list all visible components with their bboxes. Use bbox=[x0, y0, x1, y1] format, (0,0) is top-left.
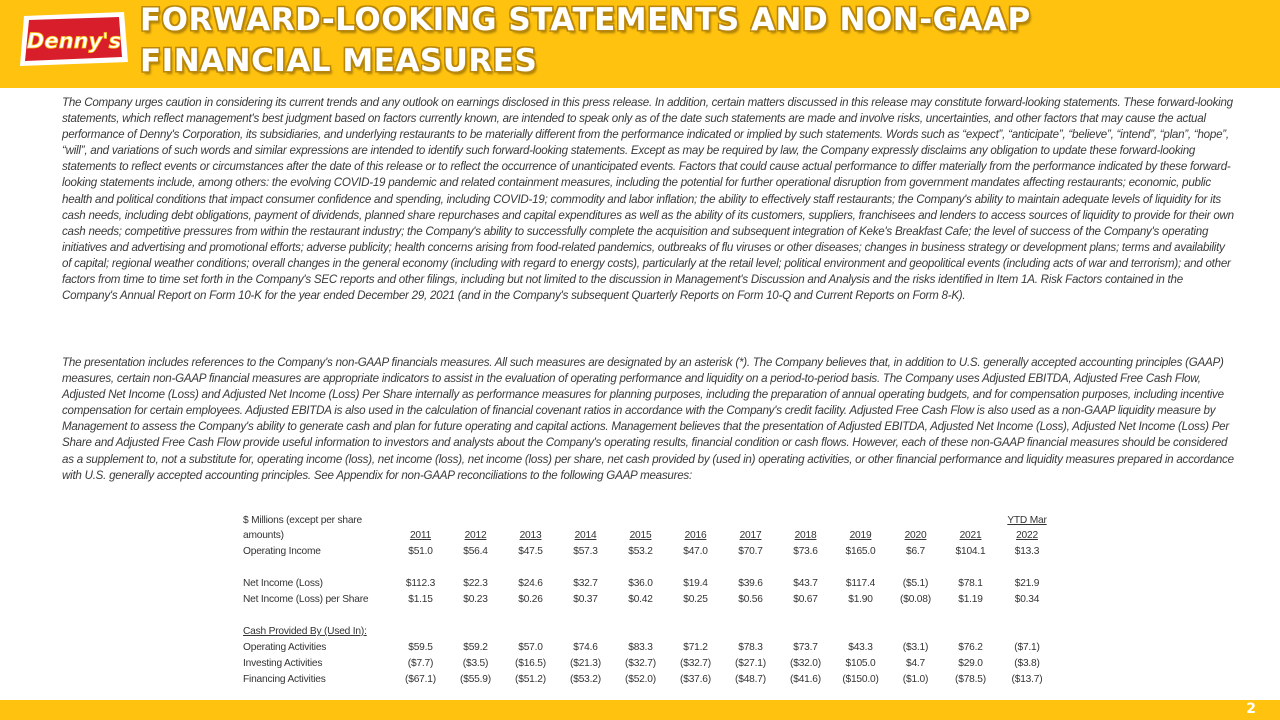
financial-summary-table bbox=[243, 513, 1056, 688]
table-row bbox=[243, 592, 1056, 608]
cell: $21.9 bbox=[1014, 578, 1040, 589]
footer-bar bbox=[0, 700, 1280, 720]
table-row bbox=[243, 672, 1056, 688]
cell: ($32.7) bbox=[680, 658, 711, 669]
spacer-row bbox=[243, 560, 1056, 576]
cell: ($32.7) bbox=[625, 658, 656, 669]
table-row bbox=[243, 544, 1056, 560]
year-header: 2011 bbox=[409, 530, 432, 541]
ytd-year-header: 2022 bbox=[1016, 530, 1038, 541]
cell: $1.15 bbox=[408, 594, 433, 605]
cell: $51.0 bbox=[408, 546, 433, 557]
table-header-row-1 bbox=[243, 513, 1056, 528]
cell: ($52.0) bbox=[625, 674, 656, 685]
cell: $0.34 bbox=[1014, 594, 1040, 605]
cell: ($37.6) bbox=[680, 674, 711, 685]
spacer-row bbox=[243, 608, 1056, 624]
year-header: 2019 bbox=[849, 530, 872, 541]
row-label: Financing Activities bbox=[243, 674, 326, 685]
cell: $104.1 bbox=[955, 546, 986, 557]
row-label: Net Income (Loss) bbox=[243, 578, 323, 589]
cell: $70.7 bbox=[738, 546, 763, 557]
cell: $57.3 bbox=[573, 546, 598, 557]
cell: $29.0 bbox=[958, 658, 983, 669]
cell: ($3.1) bbox=[902, 642, 929, 653]
table-header-row-2 bbox=[243, 528, 1056, 544]
cell: $53.2 bbox=[628, 546, 653, 557]
cell: $6.7 bbox=[905, 546, 926, 557]
cash-section-label: Cash Provided By (Used In): bbox=[243, 626, 367, 637]
cell: $24.6 bbox=[518, 578, 543, 589]
table-row bbox=[243, 656, 1056, 672]
cell: $105.0 bbox=[845, 658, 876, 669]
year-header: 2016 bbox=[684, 530, 707, 541]
cell: $39.6 bbox=[738, 578, 763, 589]
cell: ($41.6) bbox=[790, 674, 821, 685]
cell: ($150.0) bbox=[842, 674, 879, 685]
year-header: 2020 bbox=[904, 530, 927, 541]
cell: $76.2 bbox=[958, 642, 983, 653]
cell: ($1.0) bbox=[902, 674, 929, 685]
cell: $22.3 bbox=[463, 578, 488, 589]
cell: $117.4 bbox=[845, 578, 876, 589]
cell: $1.90 bbox=[848, 594, 873, 605]
dennys-logo bbox=[18, 10, 130, 68]
cell: ($5.1) bbox=[902, 578, 929, 589]
logo-text: Denny's bbox=[26, 29, 122, 53]
cell: $112.3 bbox=[405, 578, 436, 589]
cell: $71.2 bbox=[683, 642, 708, 653]
cell: $56.4 bbox=[463, 546, 488, 557]
cell: $0.37 bbox=[573, 594, 598, 605]
cell: $59.5 bbox=[408, 642, 433, 653]
cell: $74.6 bbox=[573, 642, 598, 653]
cell: ($16.5) bbox=[515, 658, 546, 669]
cell: $73.7 bbox=[793, 642, 818, 653]
slide-title: FORWARD-LOOKING STATEMENTS AND NON-GAAP FINANCIAL MEASURES bbox=[140, 2, 1031, 79]
cell: ($67.1) bbox=[405, 674, 436, 685]
cell: ($3.5) bbox=[462, 658, 489, 669]
year-header: 2014 bbox=[574, 530, 597, 541]
cell: $32.7 bbox=[573, 578, 598, 589]
cell: ($7.7) bbox=[407, 658, 434, 669]
cell: $47.5 bbox=[518, 546, 543, 557]
forward-looking-paragraph: The Company urges caution in considering its current trends and any outlook on earnings disclosed in this press release. In addition, certain matters discussed in this release may constitute forward-looking statements. These forward-looking statements, which reflect management's best judgment based on factors currently known, are intended to speak only as of the date such statements are made and involve risks, uncertainties, and other factors that may cause the actual performance of Denny's Corporation, its subsidiaries, and underlying restaurants to be materially different from the performance indicated or implied by such statements. Words such as “expect”, “anticipate”, “believe”, “intend”, “plan”, “hope”, “will”, and variations of such words and similar expressions are intended to identify such forward-looking statements. Except as may be required by law, the Company expressly disclaims any obligation to update these forward-looking statements to reflect events or circumstances after the date of this release or to reflect the occurrence of unanticipated events. Factors that could cause actual performance to differ materially from the performance indicated by these forward-looking statements include, among others: the evolving COVID-19 pandemic and related containment measures, including the potential for further operational disruption from government mandates affecting restaurants; economic, public health and political conditions that impact consumer confidence and spending, including COVID-19; commodity and labor inflation; the ability to effectively staff restaurants; the Company's ability to maintain adequate levels of liquidity for its cash needs, including debt obligations, payment of dividends, planned share repurchases and capital expenditures as well as the ability of its customers, suppliers, franchisees and lenders to access sources of liquidity to provide for their own cash needs; competitive pressures from within the restaurant industry; the Company's ability to successfully complete the acquisition and subsequent integration of Keke's Breakfast Cafe; the level of success of the Company's operating initiatives and advertising and promotional efforts; adverse publicity; health concerns arising from food-related pandemics, outbreaks of flu viruses or other diseases; changes in business strategy or development plans; terms and availability of capital; regional weather conditions; overall changes in the general economy (including with regard to energy costs), particularly at the retail level; political environment and geopolitical events (including acts of war and terrorism); and other factors from time to time set forth in the Company's SEC reports and other filings, including but not limited to the discussion in Management's Discussion and Analysis and the risks identified in Item 1A. Risk Factors contained in the Company's Annual Report on Form 10-K for the year ended December 29, 2021 (and in the Company's subsequent Quarterly Reports on Form 10-Q and Current Reports on Form 8-K). bbox=[62, 96, 1234, 303]
cell: $0.23 bbox=[463, 594, 488, 605]
cell: ($21.3) bbox=[570, 658, 601, 669]
cell: ($53.2) bbox=[570, 674, 601, 685]
year-header: 2012 bbox=[464, 530, 487, 541]
cell: $0.25 bbox=[683, 594, 708, 605]
cell: ($27.1) bbox=[735, 658, 766, 669]
row-label: Net Income (Loss) per Share bbox=[243, 594, 369, 605]
cell: $1.19 bbox=[958, 594, 983, 605]
cell: $19.4 bbox=[683, 578, 708, 589]
cell: $83.3 bbox=[628, 642, 653, 653]
year-header: 2018 bbox=[794, 530, 817, 541]
cell: $47.0 bbox=[683, 546, 708, 557]
year-header: 2021 bbox=[959, 530, 982, 541]
year-header: 2017 bbox=[739, 530, 762, 541]
cell: $78.1 bbox=[958, 578, 983, 589]
row-label: Operating Income bbox=[243, 546, 321, 557]
cell: ($48.7) bbox=[735, 674, 766, 685]
cell: $165.0 bbox=[845, 546, 876, 557]
cell: ($3.8) bbox=[1014, 658, 1040, 669]
table-row bbox=[243, 640, 1056, 656]
cell: $43.7 bbox=[793, 578, 818, 589]
cell: $13.3 bbox=[1014, 546, 1040, 557]
cell: ($13.7) bbox=[1011, 674, 1043, 685]
cell: $59.2 bbox=[463, 642, 488, 653]
cell: $78.3 bbox=[738, 642, 763, 653]
cell: ($0.08) bbox=[900, 594, 931, 605]
non-gaap-paragraph: The presentation includes references to the Company's non-GAAP financials measures. All such measures are designated by an asterisk (*). The Company believes that, in addition to U.S. generally accepted accounting principles (GAAP) measures, certain non-GAAP financial measures are appropriate indicators to assist in the evaluation of operating performance and liquidity on a period-to-period basis. The Company uses Adjusted EBITDA, Adjusted Free Cash Flow, Adjusted Net Income (Loss) and Adjusted Net Income (Loss) Per Share internally as performance measures for planning purposes, including the preparation of annual operating budgets, and for compensation purposes, including incentive compensation for certain employees. Adjusted EBITDA is also used in the calculation of financial covenant ratios in accordance with the Company's credit facility. Adjusted Free Cash Flow is also used as a non-GAAP liquidity measure by Management to assess the Company's ability to generate cash and plan for future operating and capital actions. Management believes that the presentation of Adjusted EBITDA, Adjusted Net Income (Loss), Adjusted Net Income (Loss) Per Share and Adjusted Free Cash Flow provide useful information to investors and analysts about the Company's operating results, financial condition or cash flows. However, each of these non-GAAP financial measures should be considered as a supplement to, not a substitute for, operating income (loss), net income (loss), net income (loss) per share, net cash provided by (used in) operating activities, or other financial performance and liquidity measures prepared in accordance with U.S. generally accepted accounting principles. See Appendix for non-GAAP reconciliations to the following GAAP measures: bbox=[62, 356, 1234, 482]
page-number: 2 bbox=[1246, 701, 1256, 717]
cell: $0.42 bbox=[628, 594, 653, 605]
cell: $43.3 bbox=[848, 642, 873, 653]
cell: $0.56 bbox=[738, 594, 763, 605]
cell: ($7.1) bbox=[1014, 642, 1040, 653]
header-bar bbox=[0, 0, 1280, 88]
row-label: Operating Activities bbox=[243, 642, 327, 653]
cell: ($32.0) bbox=[790, 658, 821, 669]
cell: $57.0 bbox=[518, 642, 543, 653]
cell: ($55.9) bbox=[460, 674, 491, 685]
cell: $73.6 bbox=[793, 546, 818, 557]
cell: $0.67 bbox=[793, 594, 818, 605]
year-header: 2013 bbox=[519, 530, 542, 541]
table-row bbox=[243, 576, 1056, 592]
cell: $36.0 bbox=[628, 578, 653, 589]
row-label: Investing Activities bbox=[243, 658, 323, 669]
section-label-row bbox=[243, 624, 1056, 640]
header-label: $ Millions (except per share bbox=[243, 515, 362, 526]
cell: $4.7 bbox=[905, 658, 926, 669]
cell: $0.26 bbox=[518, 594, 543, 605]
ytd-header: YTD Mar bbox=[1007, 515, 1047, 526]
year-header: 2015 bbox=[629, 530, 652, 541]
cell: ($51.2) bbox=[515, 674, 546, 685]
cell: ($78.5) bbox=[955, 674, 986, 685]
header-label-cont: amounts) bbox=[243, 530, 284, 541]
